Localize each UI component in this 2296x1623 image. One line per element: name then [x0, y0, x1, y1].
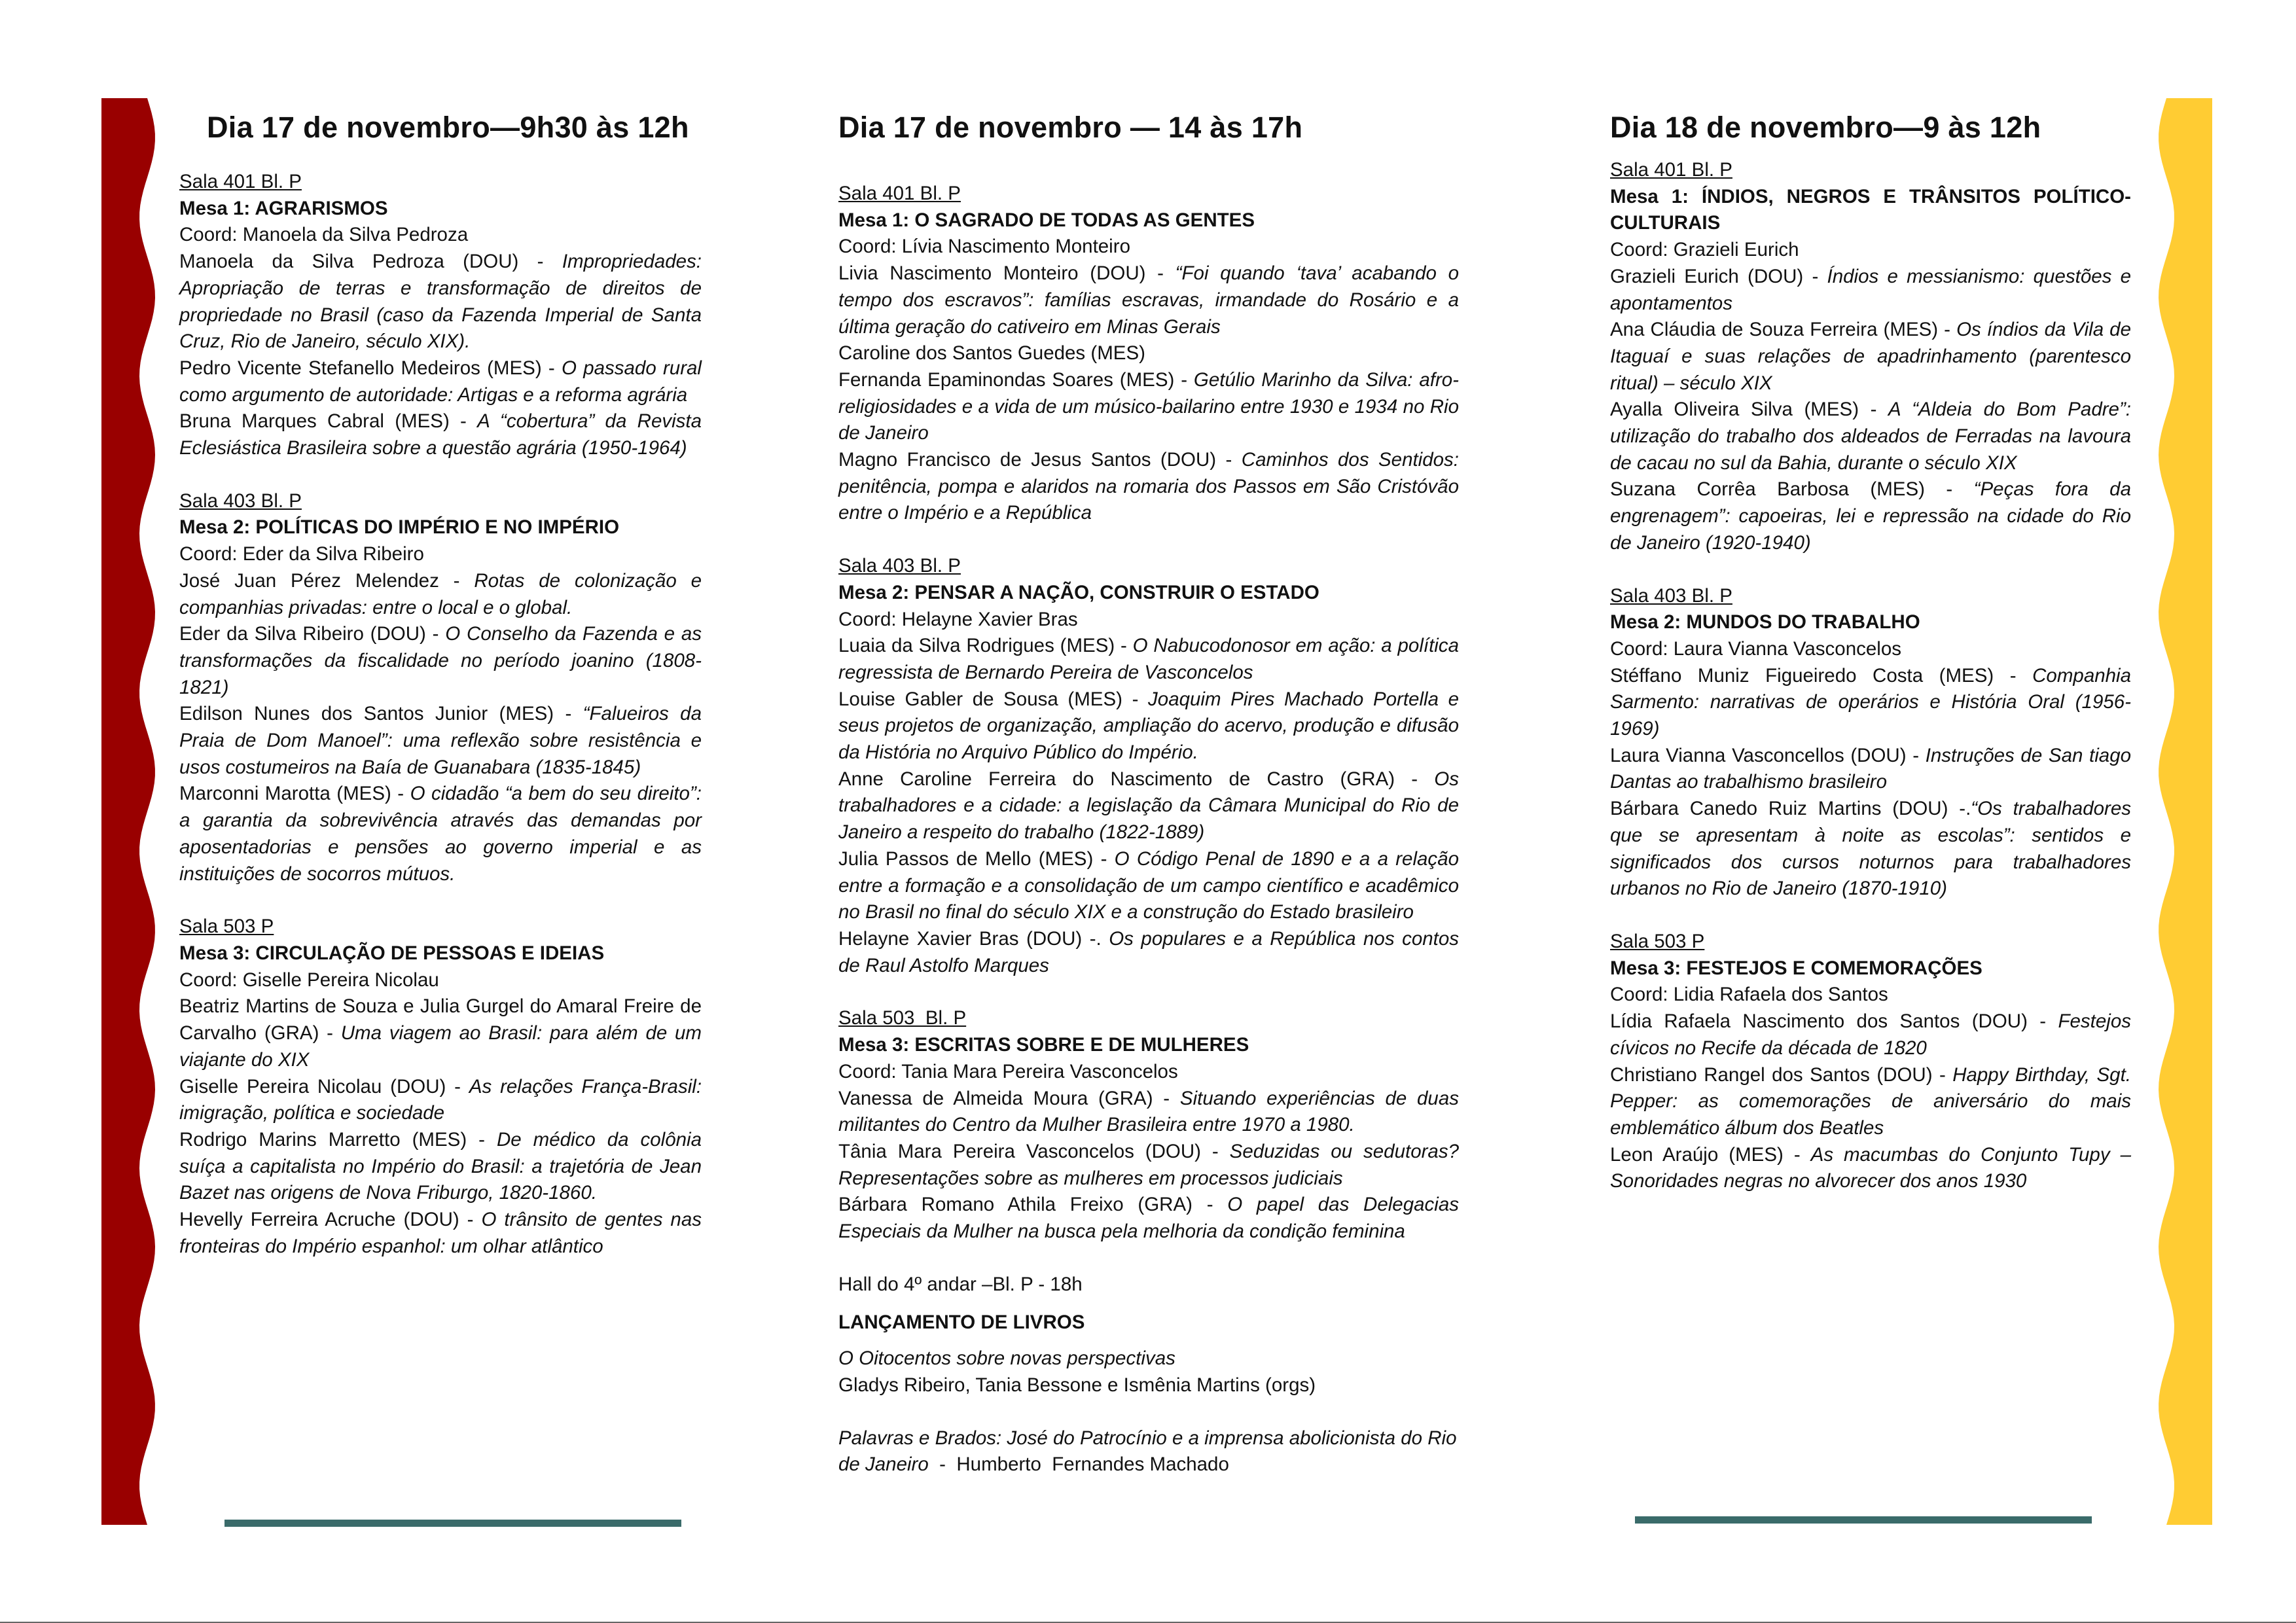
presentation	[838, 447, 1459, 527]
book-title: O Oitocentos sobre novas perspectivas	[838, 1347, 1175, 1370]
presentation-title: Índios e messianismo: questões e apontamentos	[1610, 265, 2132, 314]
launch-heading: LANÇAMENTO DE LIVROS	[838, 1311, 1085, 1334]
presenter: Tânia Mara Pereira Vasconcelos (DOU) -	[838, 1140, 1230, 1162]
presentation-title: Rotas de colonização e companhias privadas: entre o local e o global.	[179, 569, 702, 618]
presentation-title: “Peças fora da engrenagem”: capoeiras, lei e repressão na cidade do Rio de Janeiro (1920-1940)	[1610, 478, 2131, 554]
presentation-title: Os populares e a República nos contos de Raul Astolfo Marques	[838, 927, 1459, 976]
session-sala-503	[838, 1005, 1459, 1245]
column-heading: Dia 17 de novembro—9h30 às 12h	[207, 111, 689, 144]
presenter: Vanessa de Almeida Moura (GRA) -	[838, 1087, 1180, 1109]
session-sala-403	[179, 488, 702, 888]
presentation-title: O Nabucodonosor em ação: a política regressista de Bernardo Pereira de Vasconcelos	[838, 635, 1459, 683]
presentation	[179, 568, 702, 621]
presentation-title: Impropriedades: Apropriação de terras e transformação de direitos de propriedade no Brasil (caso da Fazenda Imperial de Santa Cruz, Rio de Janeiro, século XIX).	[179, 251, 702, 353]
presentation-title: O Conselho da Fazenda e as transformações da fiscalidade no período joanino (1808-1821)	[179, 623, 702, 698]
presentation	[179, 1127, 702, 1207]
presentation-title: O papel das Delegacias Especiais da Mulher na busca pela melhoria da condição feminina	[838, 1194, 1459, 1243]
presentation-title: Happy Birthday, Sgt. Pepper: as comemorações de aniversário do mais emblemático álbum dos Beatles	[1610, 1063, 2131, 1139]
presenter: Manoela da Silva Pedroza (DOU) -	[179, 251, 562, 273]
presentation	[1610, 1062, 2131, 1142]
room-label: Sala 403 Bl. P	[1610, 584, 1732, 607]
presenter: Louise Gabler de Sousa (MES) -	[838, 688, 1149, 710]
presentation	[838, 926, 1459, 979]
presentation	[838, 1192, 1459, 1245]
room-label: Sala 503 P	[179, 916, 274, 938]
presentation	[179, 993, 702, 1073]
presentation-title: O Código Penal de 1890 e a a relação entre a formação e a consolidação de um campo científico e acadêmico no Brasil no final do século XIX e a construção do Estado brasileiro	[838, 847, 1459, 923]
coordinator: Coord: Giselle Pereira Nicolau	[179, 969, 439, 991]
room-label: Sala 401 Bl. P	[838, 183, 961, 204]
coordinator: Coord: Eder da Silva Ribeiro	[179, 543, 424, 565]
presentation	[179, 701, 702, 781]
presentation	[179, 408, 702, 461]
presentation	[838, 633, 1459, 686]
presentation	[179, 781, 702, 887]
presentation	[179, 249, 702, 355]
mesa-title: Mesa 2: PENSAR A NAÇÃO, CONSTRUIR O ESTADO	[838, 581, 1319, 603]
presenter: Livia Nascimento Monteiro (DOU) -	[838, 262, 1175, 285]
presentation-title: Getúlio Marinho da Silva: afro-religiosidades e a vida de um músico-bailarino entre 1930 e 1934 no Rio de Janeiro	[838, 368, 1460, 444]
presenter: Giselle Pereira Nicolau (DOU) -	[179, 1075, 469, 1097]
column-heading: Dia 17 de novembro — 14 às 17h	[838, 111, 1303, 144]
coordinator: Coord: Helayne Xavier Bras	[838, 608, 1078, 630]
right-wavy-band	[2153, 98, 2212, 1525]
presentation-title: Joaquim Pires Machado Portella e seus projetos de organização, ampliação do acervo, produção e difusão da História no Arquivo Público do Império.	[838, 688, 1459, 764]
presentation	[179, 1074, 702, 1127]
session-sala-403	[1610, 583, 2131, 902]
mesa-title: Mesa 2: POLÍTICAS DO IMPÉRIO E NO IMPÉRIO	[179, 516, 620, 539]
mesa-title: Mesa 1: ÍNDIOS, NEGROS E TRÂNSITOS POLÍTICO-CULTURAIS	[1610, 185, 2131, 234]
presenter: Marconni Marotta (MES) -	[179, 783, 410, 805]
mesa-title: Mesa 1: AGRARISMOS	[179, 197, 388, 219]
presentation-title: O passado rural como argumento de autoridade: Artigas e a reforma agrária	[179, 357, 702, 406]
column-day18-morning	[1610, 98, 2131, 1195]
session-sala-401	[179, 169, 702, 462]
presenter: Suzana Corrêa Barbosa (MES) -	[1610, 478, 1974, 501]
column-day17-morning	[179, 98, 702, 1260]
room-label: Sala 503 Bl. P	[838, 1007, 967, 1029]
launch-place: Hall do 4º andar –Bl. P - 18h	[838, 1273, 1083, 1295]
mesa-title: Mesa 2: MUNDOS DO TRABALHO	[1610, 611, 1920, 633]
left-wavy-band	[101, 98, 160, 1525]
presenter: Grazieli Eurich (DOU) -	[1610, 265, 1827, 287]
presenter: Bárbara Canedo Ruiz Martins (DOU) -.	[1610, 798, 1971, 820]
presentation-title: Companhia Sarmento: narrativas de operários e História Oral (1956-1969)	[1610, 664, 2131, 740]
presenter: Helayne Xavier Bras (DOU) -.	[838, 927, 1109, 950]
presentation-title: “Foi quando ‘tava’ acabando o tempo dos escravos”: famílias escravas, irmandade do Rosário e a última geração do cativeiro em Minas Gerais	[838, 262, 1459, 338]
coordinator: Coord: Lidia Rafaela dos Santos	[1610, 984, 1888, 1006]
presenter: Laura Vianna Vasconcellos (DOU) -	[1610, 744, 1926, 766]
presentation-title: O cidadão “a bem do seu direito”: a garantia da sobrevivência através das demandas por aposentadorias e pensões ao governo imperial e as instituições de socorros mútuos.	[179, 783, 702, 885]
mesa-title: Mesa 3: ESCRITAS SOBRE E DE MULHERES	[838, 1034, 1249, 1056]
presenter: Christiano Rangel dos Santos (DOU) -	[1610, 1063, 1953, 1086]
presentation	[838, 687, 1459, 766]
presentation-title: O trânsito de gentes nas fronteiras do Império espanhol: um olhar atlântico	[179, 1209, 702, 1257]
presenter: Leon Araújo (MES) -	[1610, 1143, 1811, 1166]
presentation	[1610, 1142, 2131, 1195]
presentation-title: Os índios da Vila de Itaguaí e suas relações de apadrinhamento (parentesco ritual) – século XIX	[1610, 319, 2131, 394]
presentation	[179, 621, 702, 701]
session-sala-401	[1610, 157, 2131, 557]
presentation	[838, 766, 1459, 846]
room-label: Sala 401 Bl. P	[1610, 159, 1732, 181]
book-entry	[838, 1425, 1462, 1478]
presentation	[1610, 317, 2131, 397]
presentation	[1610, 264, 2131, 317]
presentation-title: “Falueiros da Praia de Dom Manoel”: uma reflexão sobre resistência e usos costumeiros na Baía de Guanabara (1835-1845)	[179, 703, 702, 778]
presenter: Lídia Rafaela Nascimento dos Santos (DOU) -	[1610, 1010, 2058, 1033]
session-sala-403	[838, 553, 1459, 979]
presentation-title: “Os trabalhadores que se apresentam à noite as escolas”: sentidos e significados dos cursos noturnos para trabalhadores urbanos no Rio de Janeiro (1870-1910)	[1610, 798, 2131, 900]
room-label: Sala 403 Bl. P	[179, 490, 302, 512]
book-launch	[838, 1272, 1462, 1478]
presentation-title: Os trabalhadores e a cidade: a legislação da Câmara Municipal do Rio de Janeiro a respeito do trabalho (1822-1889)	[838, 768, 1459, 844]
session-sala-503	[179, 914, 702, 1260]
presentation-title: A “cobertura” da Revista Eclesiástica Brasileira sobre a questão agrária (1950-1964)	[179, 410, 702, 459]
mesa-title: Mesa 1: O SAGRADO DE TODAS AS GENTES	[838, 209, 1255, 231]
presenter: Ana Cláudia de Souza Ferreira (MES) -	[1610, 319, 1957, 341]
presentation-title: Caminhos dos Sentidos: penitência, pompa e alaridos na romaria dos Passos em São Cristóvão entre o Império e a República	[838, 449, 1459, 524]
presentation-title: De médico da colônia suíça a capitalista no Império do Brasil: a trajetória de Jean Bazet nas origens de Nova Friburgo, 1820-1860.	[179, 1128, 702, 1204]
presenter: Magno Francisco de Jesus Santos (DOU) -	[838, 449, 1242, 471]
presentation	[1610, 1008, 2131, 1061]
left-column-rule	[224, 1520, 681, 1527]
presenter: Luaia da Silva Rodrigues (MES) -	[838, 635, 1133, 657]
room-label: Sala 503 P	[1610, 930, 1705, 952]
presentation-title: Situando experiências de duas militantes do Centro da Mulher Brasileira entre 1970 a 1980.	[838, 1087, 1459, 1136]
presentation-title: Seduzidas ou sedutoras? Representações sobre as mulheres em processos judiciais	[838, 1140, 1459, 1189]
session-sala-503	[1610, 929, 2131, 1195]
presenter: José Juan Pérez Melendez -	[179, 569, 475, 592]
presenter: Caroline dos Santos Guedes (MES)	[838, 342, 1145, 365]
mesa-title: Mesa 3: FESTEJOS E COMEMORAÇÕES	[1610, 957, 1982, 979]
presenter: Bruna Marques Cabral (MES) -	[179, 410, 478, 433]
book-authors: - Humberto Fernandes Machado	[928, 1454, 1229, 1476]
presentation	[1610, 476, 2131, 556]
presentation	[1610, 743, 2131, 796]
room-label: Sala 403 Bl. P	[838, 555, 961, 577]
presenter: Stéffano Muniz Figueiredo Costa (MES) -	[1610, 664, 2033, 687]
presentation	[1610, 663, 2131, 743]
coordinator: Coord: Manoela da Silva Pedroza	[179, 224, 469, 246]
column-heading: Dia 18 de novembro—9 às 12h	[1610, 111, 2041, 144]
presenter: Eder da Silva Ribeiro (DOU) -	[179, 623, 446, 645]
presentation	[179, 355, 702, 408]
presenter: Pedro Vicente Stefanello Medeiros (MES) -	[179, 357, 562, 379]
presentation-title: As relações França-Brasil: imigração, política e sociedade	[179, 1075, 702, 1124]
column-day17-afternoon	[838, 98, 1462, 1478]
presenter: Bárbara Romano Athila Freixo (GRA) -	[838, 1194, 1228, 1216]
presenter: Anne Caroline Ferreira do Nascimento de Castro (GRA) -	[838, 768, 1435, 790]
coordinator: Coord: Tania Mara Pereira Vasconcelos	[838, 1060, 1178, 1082]
presentation	[1610, 397, 2131, 476]
book-authors: Gladys Ribeiro, Tania Bessone e Ismênia Martins (orgs)	[838, 1374, 1316, 1396]
right-column-rule	[1635, 1516, 2092, 1524]
book-title: Palavras e Brados: José do Patrocínio e a imprensa abolicionista do Rio de Janeiro	[838, 1427, 1462, 1476]
presentation	[838, 367, 1459, 447]
session-sala-401	[838, 181, 1459, 527]
mesa-title: Mesa 3: CIRCULAÇÃO DE PESSOAS E IDEIAS	[179, 942, 605, 964]
presenter: Julia Passos de Mello (MES) -	[838, 847, 1115, 870]
presenter: Fernanda Epaminondas Soares (MES) -	[838, 368, 1194, 391]
presenter: Beatriz Martins de Souza e Julia Gurgel do Amaral Freire de Carvalho (GRA) -	[179, 995, 702, 1044]
presentation	[838, 1139, 1459, 1192]
presentation	[838, 340, 1459, 367]
room-label: Sala 401 Bl. P	[179, 171, 302, 192]
presentation	[838, 1086, 1459, 1139]
presenter: Rodrigo Marins Marretto (MES) -	[179, 1128, 497, 1150]
presentation	[838, 846, 1459, 926]
presentation-title: As macumbas do Conjunto Tupy – Sonoridades negras no alvorecer dos anos 1930	[1610, 1143, 2131, 1192]
presentation	[1610, 796, 2131, 902]
presentation-title: Uma viagem ao Brasil: para além de um viajante do XIX	[179, 1022, 702, 1071]
presenter: Edilson Nunes dos Santos Junior (MES) -	[179, 703, 583, 725]
presenter: Ayalla Oliveira Silva (MES) -	[1610, 399, 1889, 421]
presentation-title: Festejos cívicos no Recife da década de 1820	[1610, 1010, 2131, 1059]
presenter: Hevelly Ferreira Acruche (DOU) -	[179, 1209, 482, 1231]
coordinator: Coord: Grazieli Eurich	[1610, 239, 1799, 261]
presentation	[838, 260, 1459, 340]
presentation-title: A “Aldeia do Bom Padre”: utilização do trabalho dos aldeados de Ferradas na lavoura de cacau no sul da Bahia, durante o século XIX	[1610, 399, 2131, 474]
presentation-title: Instruções de San tiago Dantas ao trabalhismo brasileiro	[1610, 744, 2132, 793]
presentation	[179, 1207, 702, 1260]
coordinator: Coord: Laura Vianna Vasconcelos	[1610, 637, 1901, 660]
coordinator: Coord: Lívia Nascimento Monteiro	[838, 236, 1130, 258]
